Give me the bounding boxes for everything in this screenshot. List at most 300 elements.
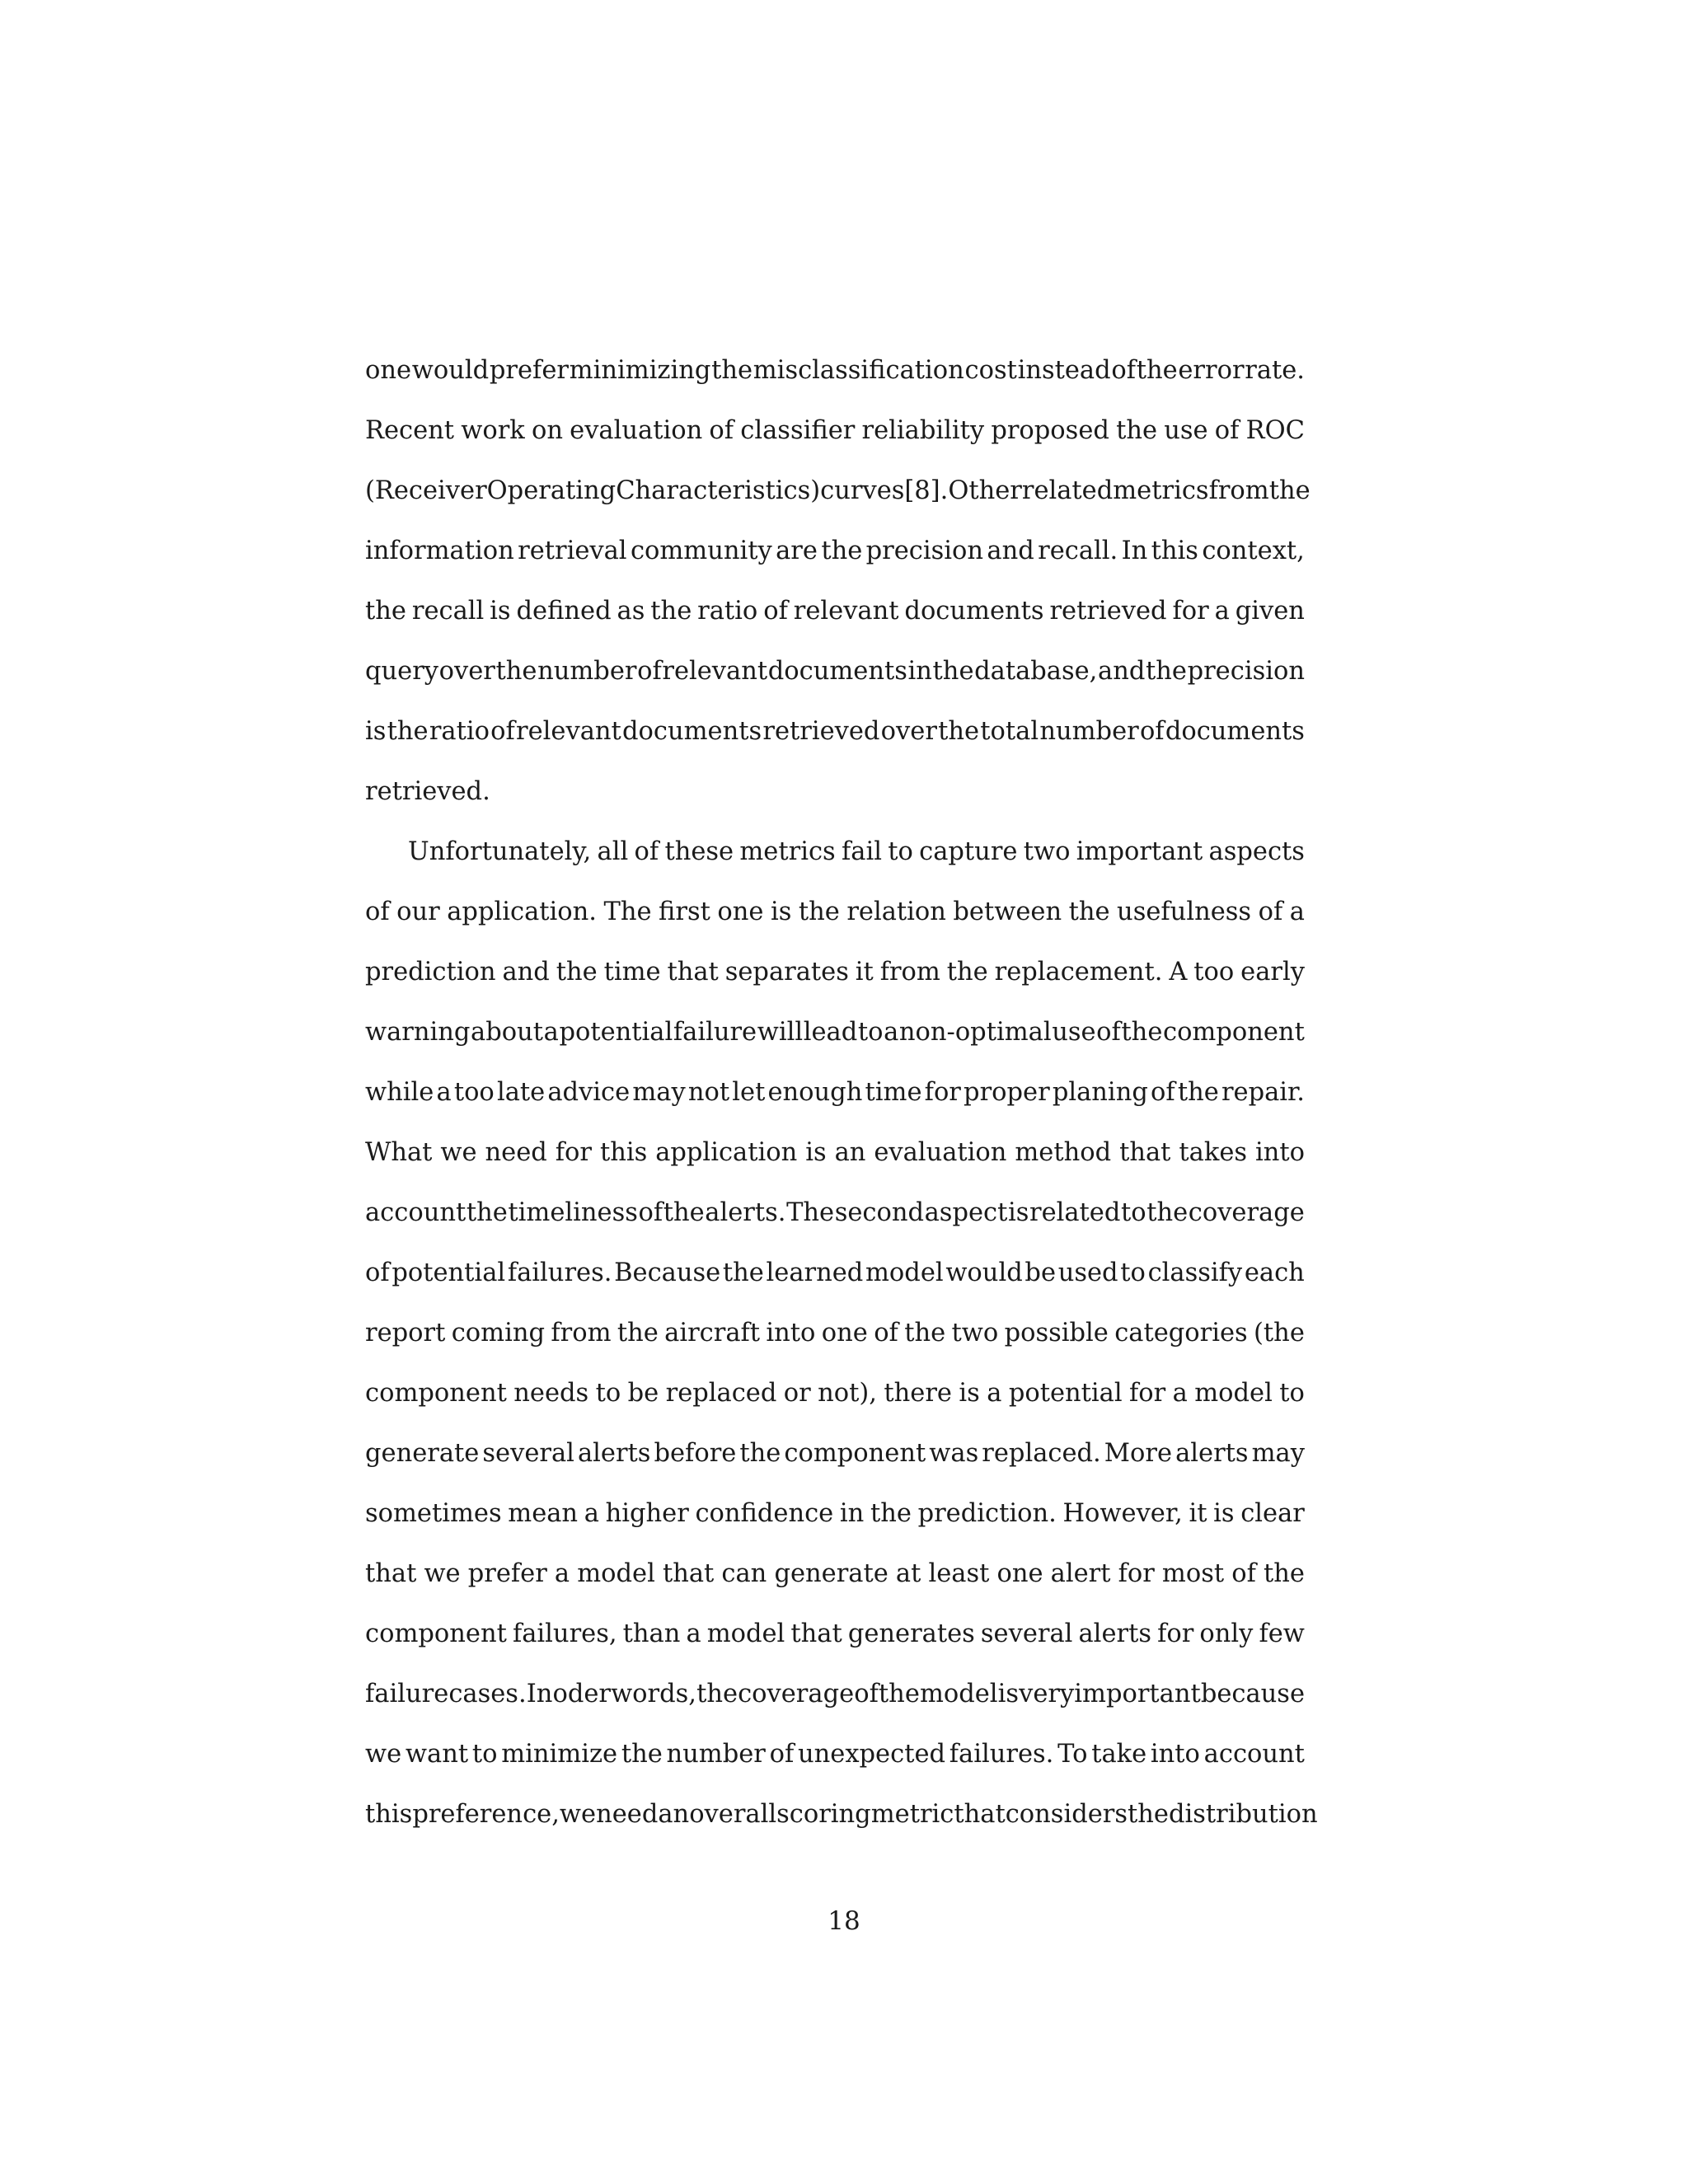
word: for <box>924 1078 961 1107</box>
word: retrieved <box>1049 597 1167 626</box>
word: of <box>490 717 515 746</box>
word: the <box>798 898 840 926</box>
word: aircraft <box>664 1319 761 1347</box>
word: error <box>1178 356 1245 385</box>
word: early <box>1240 958 1305 987</box>
word: In <box>1121 537 1148 565</box>
word: a <box>1289 898 1305 926</box>
word: instead <box>1017 356 1111 385</box>
word: The <box>603 898 652 926</box>
word: and <box>1098 657 1146 686</box>
word: is <box>1213 1499 1235 1528</box>
word: is <box>959 1379 980 1408</box>
word: mean <box>508 1499 579 1528</box>
word: the <box>821 537 863 565</box>
word: the <box>696 1680 738 1708</box>
word: of <box>769 1740 795 1769</box>
word: of <box>709 416 734 445</box>
word: the <box>663 1198 705 1227</box>
word: into <box>1254 1138 1305 1167</box>
word: component <box>1162 1018 1305 1047</box>
word: of <box>365 1258 390 1287</box>
text-line <box>365 882 1305 942</box>
word: recall. <box>1038 537 1118 565</box>
text-line <box>365 1363 1305 1423</box>
word: generate <box>774 1559 889 1588</box>
word: for <box>1172 597 1209 626</box>
word: the <box>495 657 537 686</box>
word: To <box>1057 1740 1088 1769</box>
word: one <box>365 356 412 385</box>
word: time <box>865 1078 922 1107</box>
word: the <box>932 657 974 686</box>
word: aspect <box>924 1198 1008 1227</box>
word: relevant <box>662 657 768 686</box>
word: Unfortunately, <box>408 837 592 866</box>
word: In <box>526 1680 553 1708</box>
word: the <box>1121 1018 1163 1047</box>
word: replaced. <box>982 1439 1101 1468</box>
word: community <box>630 537 772 565</box>
word: enough <box>767 1078 863 1107</box>
word: evaluation <box>570 416 703 445</box>
word: confidence <box>695 1499 834 1528</box>
word: each <box>1244 1258 1305 1287</box>
word: late <box>496 1078 546 1107</box>
word: it <box>1189 1499 1207 1528</box>
text-line <box>365 701 1305 762</box>
word: The <box>786 1198 835 1227</box>
word: may <box>1251 1439 1305 1468</box>
word: most <box>1161 1559 1225 1588</box>
word: number <box>1039 717 1139 746</box>
word: of <box>634 837 659 866</box>
word: precision <box>1187 657 1305 686</box>
word: an <box>834 1138 866 1167</box>
word: the <box>621 1740 663 1769</box>
word: sometimes <box>365 1499 502 1528</box>
word: model <box>577 1559 655 1588</box>
word: into <box>766 1319 816 1347</box>
word: Other <box>948 476 1022 505</box>
word: of <box>874 1319 898 1347</box>
word: one <box>996 1559 1043 1588</box>
word: documents <box>622 717 762 746</box>
word: important <box>1076 837 1203 866</box>
word: A <box>1169 958 1188 987</box>
word: than <box>622 1619 681 1648</box>
word: before <box>654 1439 737 1468</box>
word: report <box>365 1319 446 1347</box>
word: and <box>987 537 1034 565</box>
word: a <box>1214 597 1230 626</box>
text-line <box>365 401 1305 461</box>
word: in <box>907 657 932 686</box>
word: database, <box>974 657 1098 686</box>
word: separates <box>724 958 849 987</box>
word: it <box>855 958 874 987</box>
word: unexpected <box>798 1740 946 1769</box>
word: alerts. <box>705 1198 786 1227</box>
word: these <box>664 837 734 866</box>
word: too <box>1193 958 1235 987</box>
word: the <box>617 1319 659 1347</box>
word: cost <box>964 356 1017 385</box>
word: a <box>1172 1379 1188 1408</box>
word: as <box>617 597 645 626</box>
word: while <box>365 1078 434 1107</box>
word: the <box>466 1198 508 1227</box>
word: two <box>951 1319 999 1347</box>
word: a <box>554 1559 570 1588</box>
text-line <box>365 1243 1305 1303</box>
word: lead <box>803 1018 858 1047</box>
text-line <box>365 1724 1305 1784</box>
word: of <box>1096 1018 1121 1047</box>
word: ratio <box>697 597 758 626</box>
body-text <box>365 340 1318 1844</box>
text-line-content: retrieved. <box>365 777 490 806</box>
word: component <box>365 1619 507 1648</box>
word: for <box>1157 1619 1194 1648</box>
word: the <box>365 597 406 626</box>
word: only <box>1199 1619 1254 1648</box>
word: on <box>531 416 563 445</box>
word: overall <box>689 1800 777 1829</box>
word: all <box>597 837 629 866</box>
word: the <box>1264 1559 1305 1588</box>
word: several <box>980 1619 1073 1648</box>
text-line <box>365 1002 1305 1062</box>
word: the <box>650 597 692 626</box>
word: curves <box>820 476 905 505</box>
word: application <box>655 1138 798 1167</box>
word: too <box>453 1078 495 1107</box>
word: need <box>485 1138 547 1167</box>
word: planing <box>1052 1078 1148 1107</box>
word: the <box>938 717 980 746</box>
word: total <box>980 717 1039 746</box>
word: rate. <box>1245 356 1305 385</box>
word: very <box>1019 1680 1075 1708</box>
word: ratio <box>429 717 490 746</box>
word: the <box>1146 1198 1189 1227</box>
word: minimizing <box>569 356 711 385</box>
word: metrics <box>739 837 836 866</box>
word: More <box>1104 1439 1173 1468</box>
word: to <box>857 1018 884 1047</box>
word: that <box>667 958 719 987</box>
word: cases. <box>448 1680 527 1708</box>
word: and <box>502 958 550 987</box>
word: because <box>1200 1680 1305 1708</box>
word: higher <box>605 1499 689 1528</box>
word: the <box>387 717 429 746</box>
word: model <box>1194 1379 1273 1408</box>
word: not), <box>818 1379 877 1408</box>
word: prefer <box>467 1559 547 1588</box>
word: model <box>919 1680 998 1708</box>
word: classifier <box>740 416 856 445</box>
word: failure <box>365 1680 449 1708</box>
text-line <box>365 1544 1305 1604</box>
word: of <box>1111 356 1137 385</box>
word: to <box>1120 1198 1146 1227</box>
word: recall <box>411 597 485 626</box>
word: misclassification <box>753 356 964 385</box>
word: we <box>424 1559 461 1588</box>
word: over <box>438 657 495 686</box>
word: words, <box>611 1680 696 1708</box>
word: potential <box>1008 1379 1123 1408</box>
word: context, <box>1202 537 1305 565</box>
word: retrieval <box>518 537 627 565</box>
word: the <box>739 1439 781 1468</box>
word: can <box>721 1559 767 1588</box>
word: to <box>1120 1258 1146 1287</box>
word: prediction <box>365 958 496 987</box>
word: are <box>776 537 818 565</box>
word: of <box>1258 898 1283 926</box>
word: coverage <box>1188 1198 1305 1227</box>
word: a <box>884 1018 899 1047</box>
word: we <box>365 1740 402 1769</box>
word: be <box>1025 1258 1056 1287</box>
word: learned <box>766 1258 864 1287</box>
word: few <box>1259 1619 1305 1648</box>
word: failures. <box>949 1740 1054 1769</box>
word: defined <box>516 597 612 626</box>
word: prediction. <box>917 1499 1057 1528</box>
word: What <box>365 1138 433 1167</box>
word: considers <box>1005 1800 1128 1829</box>
word: need <box>596 1800 659 1829</box>
word: advice <box>547 1078 631 1107</box>
word: of <box>638 1198 663 1227</box>
word: (Receiver <box>365 476 487 505</box>
text-line <box>365 1423 1305 1483</box>
word: the <box>904 1319 946 1347</box>
word: minimize <box>501 1740 618 1769</box>
word: ROC <box>1245 416 1305 445</box>
word: alerts <box>1175 1439 1249 1468</box>
word: would <box>945 1258 1023 1287</box>
word: component <box>784 1439 926 1468</box>
word: documents <box>904 597 1044 626</box>
word: there <box>884 1379 952 1408</box>
word: take <box>1091 1740 1147 1769</box>
word: potential <box>392 1258 506 1287</box>
word: in <box>839 1499 865 1528</box>
word: let <box>732 1078 766 1107</box>
word: relation <box>846 898 946 926</box>
word: this <box>1151 537 1198 565</box>
word: a <box>436 1078 452 1107</box>
word: needs <box>513 1379 589 1408</box>
word: classify <box>1147 1258 1243 1287</box>
word: is <box>490 597 511 626</box>
word: possible <box>1004 1319 1109 1347</box>
word: failures. <box>507 1258 612 1287</box>
word: of <box>637 657 662 686</box>
word: of <box>365 898 390 926</box>
text-line <box>365 1183 1305 1243</box>
word: Because <box>614 1258 721 1287</box>
word: we <box>559 1800 597 1829</box>
word: from <box>879 958 940 987</box>
word: alerts <box>1078 1619 1151 1648</box>
word: precision <box>865 537 984 565</box>
word: However, <box>1062 1499 1183 1528</box>
word: reliability <box>861 416 985 445</box>
word: scoring <box>776 1800 871 1829</box>
word: the <box>946 958 988 987</box>
word: one <box>821 1319 868 1347</box>
word: number <box>537 657 637 686</box>
word: takes <box>1179 1138 1248 1167</box>
word: from <box>551 1319 612 1347</box>
word: two <box>1023 837 1071 866</box>
word: account <box>1203 1740 1305 1769</box>
word: work <box>461 416 525 445</box>
word: or <box>783 1379 811 1408</box>
word: that <box>954 1800 1006 1829</box>
word: a <box>584 1499 599 1528</box>
word: relevant <box>793 597 899 626</box>
word: is <box>365 717 387 746</box>
word: metrics <box>1113 476 1209 505</box>
word: model <box>865 1258 944 1287</box>
page-number: 18 <box>828 1906 860 1936</box>
word: application. <box>447 898 597 926</box>
word: repair. <box>1221 1078 1305 1107</box>
word: proper <box>964 1078 1050 1107</box>
word: coverage <box>738 1680 855 1708</box>
word: that <box>790 1619 842 1648</box>
word: distribution <box>1168 1800 1318 1829</box>
word: will <box>757 1018 804 1047</box>
word: of <box>1214 416 1240 445</box>
word: proposed <box>991 416 1109 445</box>
word: categories <box>1114 1319 1248 1347</box>
word: a <box>686 1619 701 1648</box>
word: not <box>687 1078 730 1107</box>
word: oder <box>552 1680 612 1708</box>
word: the <box>711 356 753 385</box>
word: one <box>717 898 764 926</box>
word: information <box>365 537 514 565</box>
word: to <box>888 837 913 866</box>
word: Characteristics) <box>616 476 821 505</box>
word: about <box>471 1018 544 1047</box>
word: we <box>440 1138 477 1167</box>
word: use <box>1052 1018 1096 1047</box>
word: fail <box>841 837 882 866</box>
text-line <box>365 340 1305 401</box>
word: of <box>763 597 788 626</box>
word: of <box>1139 717 1165 746</box>
word: to <box>1279 1379 1305 1408</box>
text-line <box>365 1062 1305 1122</box>
word: replacement. <box>994 958 1163 987</box>
word: the <box>1177 1078 1219 1107</box>
word: clear <box>1240 1499 1305 1528</box>
word: Recent <box>365 416 455 445</box>
word: generates <box>847 1619 975 1648</box>
text-line <box>365 1784 1318 1844</box>
word: timeliness <box>508 1198 638 1227</box>
word: use <box>1164 416 1208 445</box>
word: alerts <box>577 1439 651 1468</box>
word: is <box>1007 1198 1029 1227</box>
word: least <box>928 1559 990 1588</box>
word: failure <box>673 1018 757 1047</box>
word: from <box>1208 476 1269 505</box>
word: preference, <box>412 1800 560 1829</box>
word: of <box>854 1680 879 1708</box>
word: is <box>805 1138 827 1167</box>
text-line <box>365 1122 1305 1183</box>
word: potential <box>559 1018 673 1047</box>
word: component <box>365 1379 507 1408</box>
word: metric <box>870 1800 954 1829</box>
word: (the <box>1254 1319 1305 1347</box>
word: be <box>627 1379 659 1408</box>
word: alert <box>1050 1559 1111 1588</box>
text-line <box>365 461 1311 521</box>
word: warning <box>365 1018 471 1047</box>
word: Operating <box>486 476 617 505</box>
word: the <box>870 1499 912 1528</box>
word: several <box>482 1439 574 1468</box>
word: this <box>599 1138 648 1167</box>
word: the <box>1116 416 1158 445</box>
word: first <box>659 898 710 926</box>
text-line <box>365 1604 1305 1664</box>
word: capture <box>919 837 1018 866</box>
word: the <box>1146 657 1187 686</box>
word: important <box>1074 1680 1201 1708</box>
word: method <box>1015 1138 1112 1167</box>
text-line <box>365 581 1305 641</box>
word: at <box>895 1559 921 1588</box>
word: the <box>1136 356 1178 385</box>
word: the <box>556 958 598 987</box>
word: that <box>1119 1138 1171 1167</box>
word: model <box>706 1619 785 1648</box>
word: given <box>1235 597 1305 626</box>
text-line <box>365 1483 1305 1544</box>
word: prefer <box>489 356 569 385</box>
word: that <box>662 1559 715 1588</box>
word: [8]. <box>904 476 949 505</box>
word: non-optimal <box>898 1018 1052 1047</box>
word: coming <box>451 1319 545 1347</box>
word: over <box>880 717 937 746</box>
word: relevant <box>516 717 621 746</box>
word: a <box>543 1018 559 1047</box>
word: time <box>603 958 661 987</box>
word: want <box>405 1740 469 1769</box>
text-line <box>365 1664 1305 1724</box>
word: between <box>953 898 1062 926</box>
word: failures, <box>512 1619 617 1648</box>
word: documents <box>1165 717 1305 746</box>
word: for <box>555 1138 592 1167</box>
word: second <box>834 1198 925 1227</box>
text-line <box>365 942 1305 1002</box>
text-line <box>365 1303 1305 1363</box>
